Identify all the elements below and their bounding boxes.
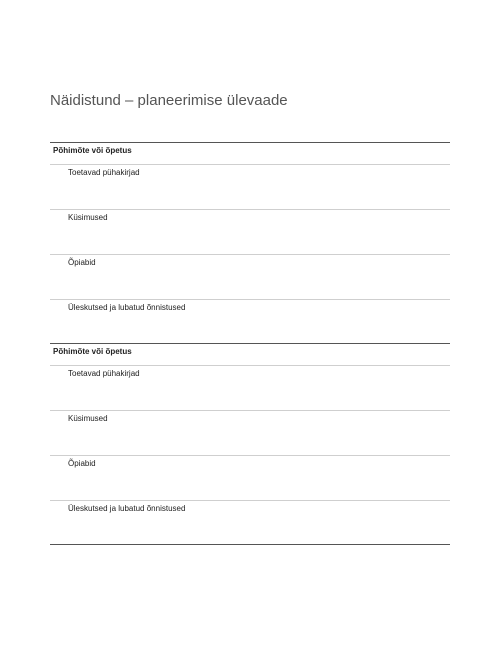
field-label: Toetavad pühakirjad (68, 168, 140, 177)
field-label: Õpiabid (68, 258, 96, 267)
field-label: Üleskutsed ja lubatud õnnistused (68, 504, 186, 513)
section-header (50, 343, 450, 365)
field-row-supporting-scriptures[interactable] (50, 164, 450, 209)
section-header-label: Põhimõte või õpetus (53, 146, 132, 155)
section-header-label: Põhimõte või õpetus (53, 347, 132, 356)
field-row-invitations-blessings[interactable] (50, 299, 450, 344)
field-row-learning-aids[interactable] (50, 455, 450, 500)
field-label: Õpiabid (68, 459, 96, 468)
page-title: Näidistund – planeerimise ülevaade (50, 92, 288, 109)
field-row-learning-aids[interactable] (50, 254, 450, 299)
bottom-divider (50, 544, 450, 545)
field-label: Küsimused (68, 213, 108, 222)
field-row-questions[interactable] (50, 209, 450, 254)
planning-section-1 (50, 142, 450, 344)
field-row-invitations-blessings[interactable] (50, 500, 450, 545)
field-label: Küsimused (68, 414, 108, 423)
field-label: Üleskutsed ja lubatud õnnistused (68, 303, 186, 312)
field-label: Toetavad pühakirjad (68, 369, 140, 378)
section-header (50, 142, 450, 164)
field-row-supporting-scriptures[interactable] (50, 365, 450, 410)
planning-section-2 (50, 343, 450, 545)
field-row-questions[interactable] (50, 410, 450, 455)
